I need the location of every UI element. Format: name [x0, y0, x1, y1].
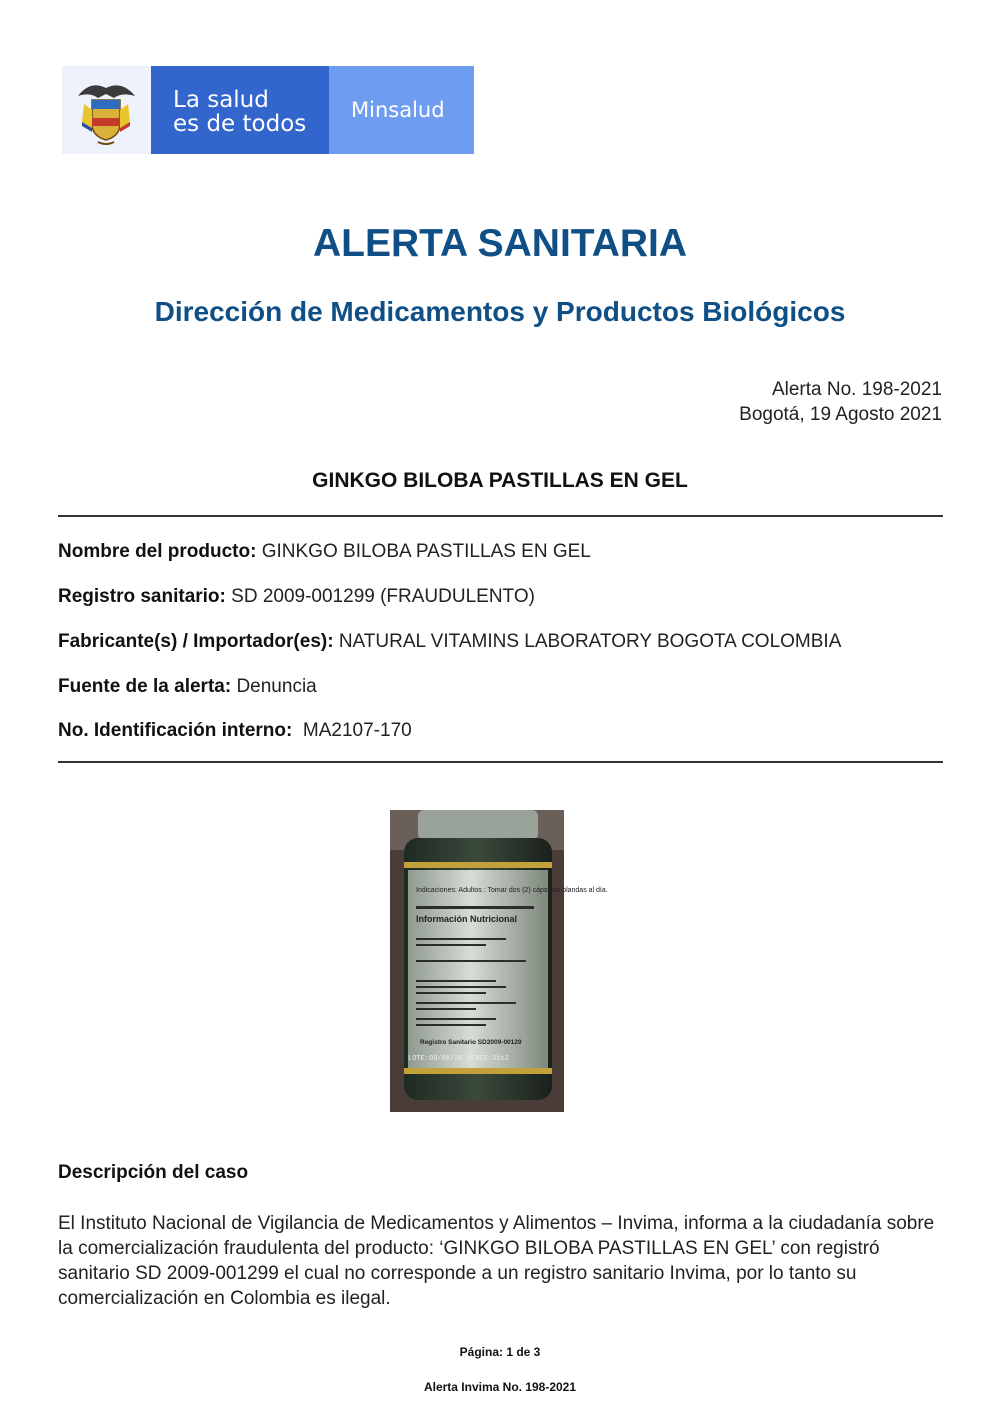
place-date: Bogotá, 19 Agosto 2021: [739, 404, 942, 425]
brand-box: [329, 66, 474, 154]
photo-nutrition-heading: Información Nutricional: [416, 914, 518, 924]
page-title: ALERTA SANITARIA: [312, 222, 688, 265]
field-label: Registro sanitario:: [58, 586, 226, 607]
field-product-name: [58, 541, 591, 563]
field-label: Nombre del producto:: [58, 541, 257, 562]
divider-bottom: [58, 761, 943, 763]
field-value: Denuncia: [236, 676, 317, 697]
photo-indications-text: Indicaciones: Adultos : Tomar dos (2) cápsulas blandas al día.: [416, 887, 608, 894]
minsalud-logo-banner: [62, 66, 474, 154]
photo-registration-text: Registro Sanitario SD2009-00129: [420, 1039, 522, 1046]
field-label: Fabricante(s) / Importador(es):: [58, 631, 334, 652]
alert-number: Alerta No. 198-2021: [771, 379, 942, 400]
brand-name: Minsalud: [351, 98, 445, 122]
field-manufacturer: [58, 631, 841, 653]
field-value: GINKGO BILOBA PASTILLAS EN GEL: [261, 541, 591, 562]
field-internal-id: [58, 720, 412, 742]
slogan-box: [151, 66, 329, 154]
field-value: MA2107-170: [297, 720, 412, 741]
footer-alert-ref: Alerta Invima No. 198-2021: [423, 1380, 577, 1394]
product-photo: [390, 810, 608, 1112]
case-description-text: El Instituto Nacional de Vigilancia de Medicamentos y Alimentos – Invima, informa a la ciudadanía sobre la comercialización fraudulenta del producto: ‘GINKGO BILOBA PASTILLAS EN GEL’ con registró sanitario SD 2009-001299 el cual no corresponde a un registro sanitario Invima, por lo tanto su comercialización en Colombia es ilegal.: [58, 1213, 935, 1309]
field-value: SD 2009-001299 (FRAUDULENTO): [231, 586, 535, 607]
field-alert-source: [58, 676, 317, 698]
field-sanitary-registration: [58, 586, 535, 608]
product-heading: GINKGO BILOBA PASTILLAS EN GEL: [312, 469, 688, 492]
photo-lot-text: LOTE:08/08/20 VENCE:31c2: [408, 1055, 509, 1063]
case-description-heading: Descripción del caso: [58, 1162, 249, 1183]
divider-top: [58, 515, 943, 517]
footer-page-number: Página: 1 de 3: [459, 1345, 541, 1359]
slogan-line2: es de todos: [173, 111, 307, 137]
slogan-line1: La salud: [173, 87, 269, 113]
field-value: NATURAL VITAMINS LABORATORY BOGOTA COLOMBIA: [338, 631, 842, 652]
coat-of-arms-logo: [62, 66, 151, 154]
page-subtitle: Dirección de Medicamentos y Productos Biológicos: [154, 296, 846, 327]
field-label: No. Identificación interno:: [58, 720, 293, 741]
field-label: Fuente de la alerta:: [58, 676, 232, 697]
